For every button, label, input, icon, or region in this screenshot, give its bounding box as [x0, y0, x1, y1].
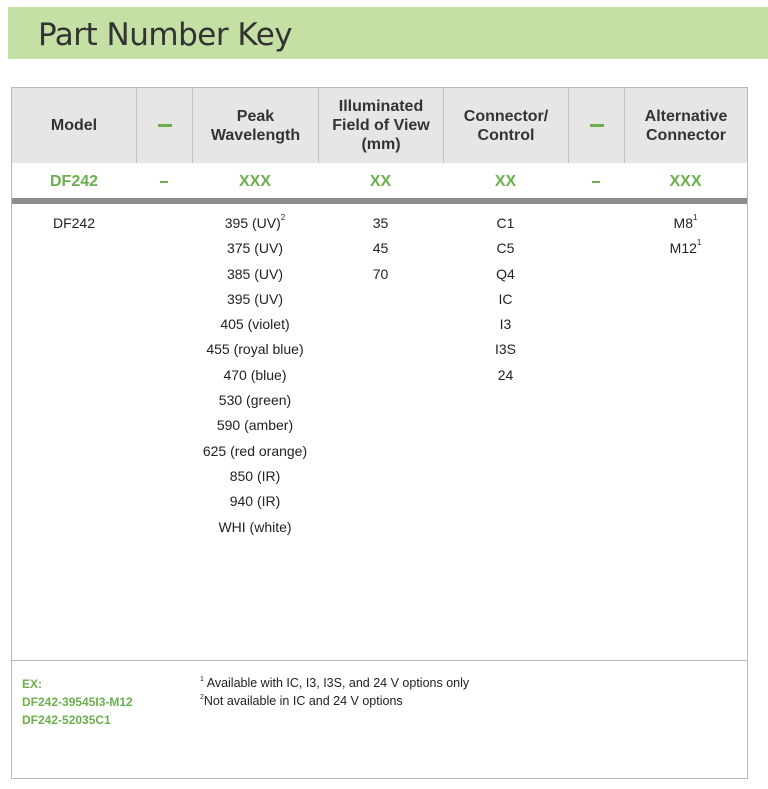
footnotes — [200, 674, 469, 710]
header-dash-1 — [136, 88, 192, 163]
fov-option: 45 — [372, 240, 389, 257]
wavelength-option: 940 (IR) — [229, 493, 281, 510]
wavelength-option: 395 (UV)$^2$ — [224, 213, 286, 231]
header-alt-line2: Connector — [645, 126, 726, 144]
fov-options — [318, 211, 443, 287]
alt-connector-option: $M8^1$ — [673, 213, 698, 231]
connector-option: C1 — [496, 215, 515, 231]
header-connector-line2: Control — [477, 126, 535, 144]
wavelength-option: 385 (UV) — [226, 265, 284, 282]
header-dash-2 — [568, 88, 624, 163]
header-connector-line1: Connector/ — [463, 107, 549, 125]
header-fov-line3: (mm) — [361, 136, 401, 153]
alt-connector-option: $M12^1$ — [669, 238, 702, 257]
code-dash-1 — [136, 163, 192, 200]
examples-label: EX: — [22, 677, 43, 691]
header-connector — [443, 88, 568, 163]
wavelength-option: 850 (IR) — [229, 467, 281, 484]
header-model-label: Model — [50, 117, 98, 134]
dash-icon — [592, 181, 600, 183]
header-wavelength-line2: Wavelength — [210, 126, 301, 144]
fov-option: 35 — [372, 215, 389, 231]
code-connector: XX — [494, 172, 517, 190]
header-fov-line1: Illuminated — [338, 98, 424, 115]
connector-option: I3S — [494, 341, 516, 358]
divider-bar — [12, 198, 747, 204]
connector-option: IC — [498, 290, 513, 307]
footnote-1: $^1$ Available with IC, I3, I3S, and 24 V options only — [200, 676, 470, 690]
header-model — [12, 88, 136, 163]
code-row — [12, 163, 747, 200]
example-part-number: DF242-39545I3-M12 — [22, 695, 133, 709]
header-row — [12, 88, 747, 163]
dash-icon — [158, 124, 172, 127]
header-wavelength-line1: Peak — [236, 107, 275, 125]
part-number-table — [11, 87, 748, 779]
header-alt-line1: Alternative — [644, 107, 728, 125]
wavelength-option: 455 (royal blue) — [206, 341, 304, 358]
code-model: DF242 — [49, 172, 99, 190]
alt-connector-options — [624, 211, 747, 262]
wavelength-option: 405 (violet) — [220, 316, 290, 333]
header-wavelength — [192, 88, 318, 163]
wavelength-option: WHI (white) — [218, 518, 292, 535]
connector-option: 24 — [497, 366, 514, 383]
model-option: DF242 — [52, 215, 96, 231]
code-dash-2 — [568, 163, 624, 200]
connector-option: C5 — [496, 240, 515, 257]
fov-option: 70 — [372, 265, 389, 282]
header-alt-connector — [624, 88, 747, 163]
dash-icon — [590, 124, 604, 127]
examples — [22, 675, 133, 729]
connector-option: I3 — [499, 316, 512, 333]
wavelength-option: 395 (UV) — [226, 290, 284, 307]
header-fov — [318, 88, 443, 163]
code-fov: XX — [369, 172, 392, 190]
code-wavelength: XXX — [238, 172, 271, 190]
dash-icon — [160, 181, 168, 183]
wavelength-option: 530 (green) — [218, 392, 292, 409]
page-title: Part Number Key — [38, 17, 293, 53]
footnote-2: $^2$Not available in IC and 24 V options — [200, 694, 403, 708]
header-fov-line2: Field of View — [332, 117, 430, 134]
connector-options — [443, 211, 568, 388]
wavelength-option: 625 (red orange) — [202, 442, 308, 459]
footer — [12, 660, 747, 778]
code-alt: XXX — [669, 172, 702, 190]
title-bar — [8, 7, 768, 59]
wavelength-option: 375 (UV) — [226, 240, 284, 257]
connector-option: Q4 — [496, 265, 515, 282]
wavelength-option: 470 (blue) — [223, 366, 287, 383]
model-options — [12, 211, 136, 236]
wavelength-option: 590 (amber) — [216, 417, 294, 434]
wavelength-options — [192, 211, 318, 540]
example-part-number: DF242-52035C1 — [22, 713, 111, 727]
